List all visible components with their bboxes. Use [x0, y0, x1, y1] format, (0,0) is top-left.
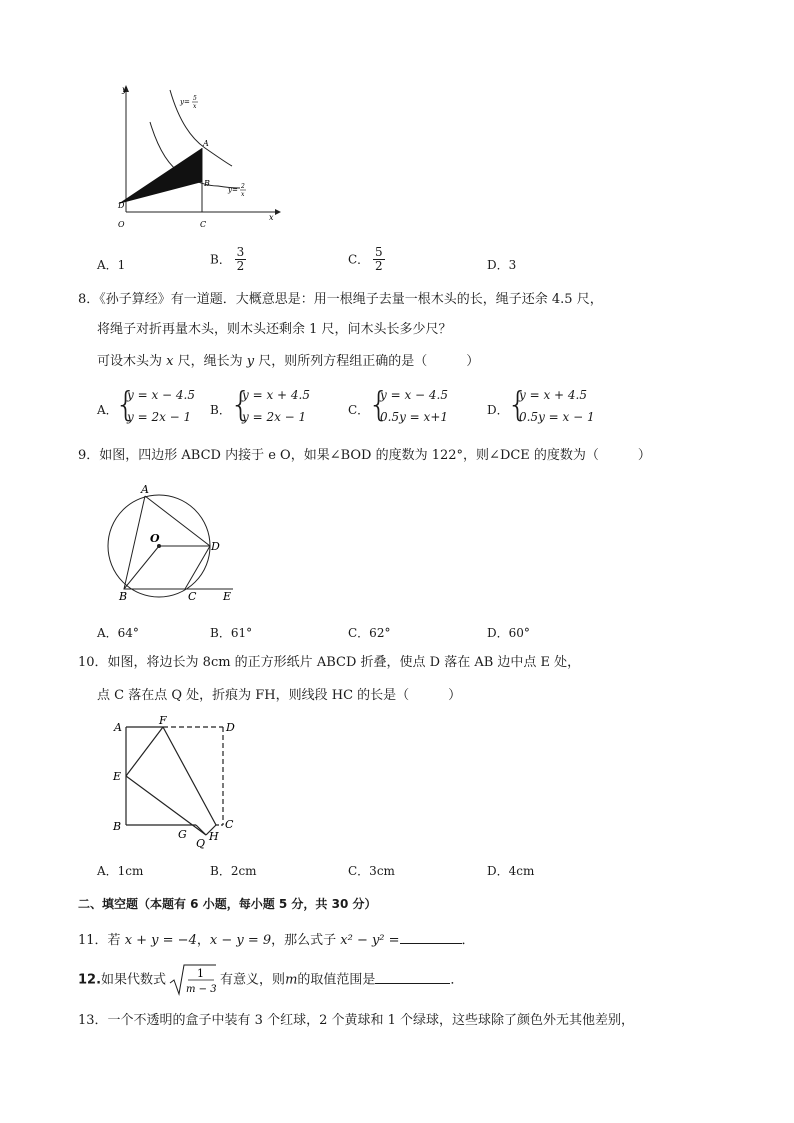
- q11-answer-blank[interactable]: [400, 931, 462, 944]
- q10-line1: 10．如图，将边长为 8cm 的正方形纸片 ABCD 折叠，使点 D 落在 AB 边中点 E 处，: [78, 655, 581, 670]
- q11-text: 11．若 x + y = −4，x − y = 9，那么式子 x² − y² = ．: [78, 933, 475, 948]
- curve1-num: 5: [193, 95, 197, 102]
- q7-option-b-label: B．: [210, 252, 231, 267]
- q7-option-d[interactable]: D．3: [487, 258, 517, 272]
- q8-line1: 8．《孙子算经》有一道题．大概意思是：用一根绳子去量一根木头的长，绳子还余 4.5 尺，: [78, 292, 603, 307]
- quadrilateral-abcd: [124, 496, 210, 589]
- label-d: D: [118, 201, 125, 210]
- label-o: O: [118, 220, 125, 229]
- q10-option-a[interactable]: A．1cm: [97, 864, 144, 878]
- label-f: F: [159, 715, 167, 727]
- crease-fh: [163, 727, 216, 825]
- q8-option-b[interactable]: B． { y = x + 4.5 y = 2x − 1: [210, 385, 310, 425]
- q9-option-c[interactable]: C．62°: [348, 626, 391, 640]
- label-a: A: [114, 721, 122, 734]
- q7-option-c-label: C．: [348, 252, 370, 267]
- label-x: x: [269, 213, 274, 222]
- label-y: y: [122, 85, 127, 94]
- q9-option-a[interactable]: A．64°: [97, 626, 139, 640]
- label-q: Q: [196, 837, 206, 850]
- label-b: B: [204, 179, 210, 188]
- section2-heading: 二、填空题（本题有 6 小题，每小题 5 分，共 30 分）: [78, 897, 377, 911]
- q7-option-a[interactable]: A．1: [97, 258, 126, 272]
- q7-option-c[interactable]: [348, 246, 385, 273]
- q9-option-d[interactable]: D．60°: [487, 626, 530, 640]
- label-a: A: [141, 483, 149, 496]
- label-c: C: [188, 590, 197, 603]
- label-c: C: [200, 220, 207, 229]
- curve2-den: x: [241, 191, 245, 198]
- label-g: G: [178, 828, 187, 841]
- curve1-den: x: [193, 103, 197, 110]
- segment-ef: [126, 727, 163, 776]
- svg-text:m − 3: m − 3: [186, 983, 217, 995]
- q12-sqrt-expression: [168, 962, 218, 998]
- triangle-dab: [118, 148, 202, 204]
- curve2-num: 2: [241, 183, 245, 190]
- label-d: D: [211, 540, 220, 553]
- label-d: D: [226, 721, 235, 734]
- q10-line2: 点 C 落在点 Q 处，折痕为 FH，则线段 HC 的长是（ ）: [97, 688, 462, 703]
- q7-option-b[interactable]: [210, 246, 246, 273]
- q10-option-b[interactable]: B．2cm: [210, 864, 257, 878]
- q10-square-diagram: [108, 715, 248, 855]
- q13-text: 13．一个不透明的盒子中装有 3 个红球，2 个黄球和 1 个绿球，这些球除了颜色外无其他差别，: [78, 1013, 635, 1028]
- label-o: O: [150, 532, 160, 545]
- label-h: H: [209, 830, 219, 843]
- x-axis-arrow: [275, 209, 281, 215]
- label-e: E: [113, 770, 122, 783]
- label-b: B: [113, 820, 122, 833]
- q10-option-d[interactable]: D．4cm: [487, 864, 535, 878]
- segment-gq: [196, 825, 206, 835]
- curve2-label: y=: [228, 186, 238, 194]
- q10-option-c[interactable]: C．3cm: [348, 864, 395, 878]
- q8-option-d[interactable]: D． { y = x + 4.5 0.5y = x − 1: [487, 385, 595, 425]
- svg-text:1: 1: [197, 966, 205, 980]
- q9-option-b[interactable]: B．61°: [210, 626, 253, 640]
- q12-answer-blank[interactable]: [375, 971, 450, 984]
- q8-line3: 可设木头为 x 尺，绳长为 y 尺，则所列方程组正确的是（ ）: [97, 354, 480, 369]
- q8-option-c[interactable]: C． { y = x − 4.5 0.5y = x+1: [348, 385, 449, 425]
- q7-option-c-fraction: $\frac{5}{2}$: [375, 245, 383, 273]
- label-e: E: [223, 590, 232, 603]
- inverse-function-graph: [110, 82, 290, 232]
- q9-circle-diagram: [100, 478, 250, 608]
- q7-option-b-fraction: $\frac{3}{2}$: [236, 245, 245, 273]
- curve1-label: y=: [180, 98, 190, 106]
- label-a: A: [203, 139, 209, 148]
- label-b: B: [119, 590, 128, 603]
- q8-line2: 将绳子对折再量木头，则木头还剩余 1 尺，问木头长多少尺？: [97, 322, 452, 337]
- q8-option-a[interactable]: A． { y = x − 4.5 y = 2x − 1: [97, 385, 195, 425]
- q12-text: 12.如果代数式 1 m − 3 有意义，则m的取值范围是 ．: [78, 962, 463, 998]
- label-c: C: [225, 818, 234, 831]
- q9-text: 9．如图，四边形 ABCD 内接于 e O，如果∠BOD 的度数为 122°，则∠DCE 的度数为（ ）: [78, 448, 651, 463]
